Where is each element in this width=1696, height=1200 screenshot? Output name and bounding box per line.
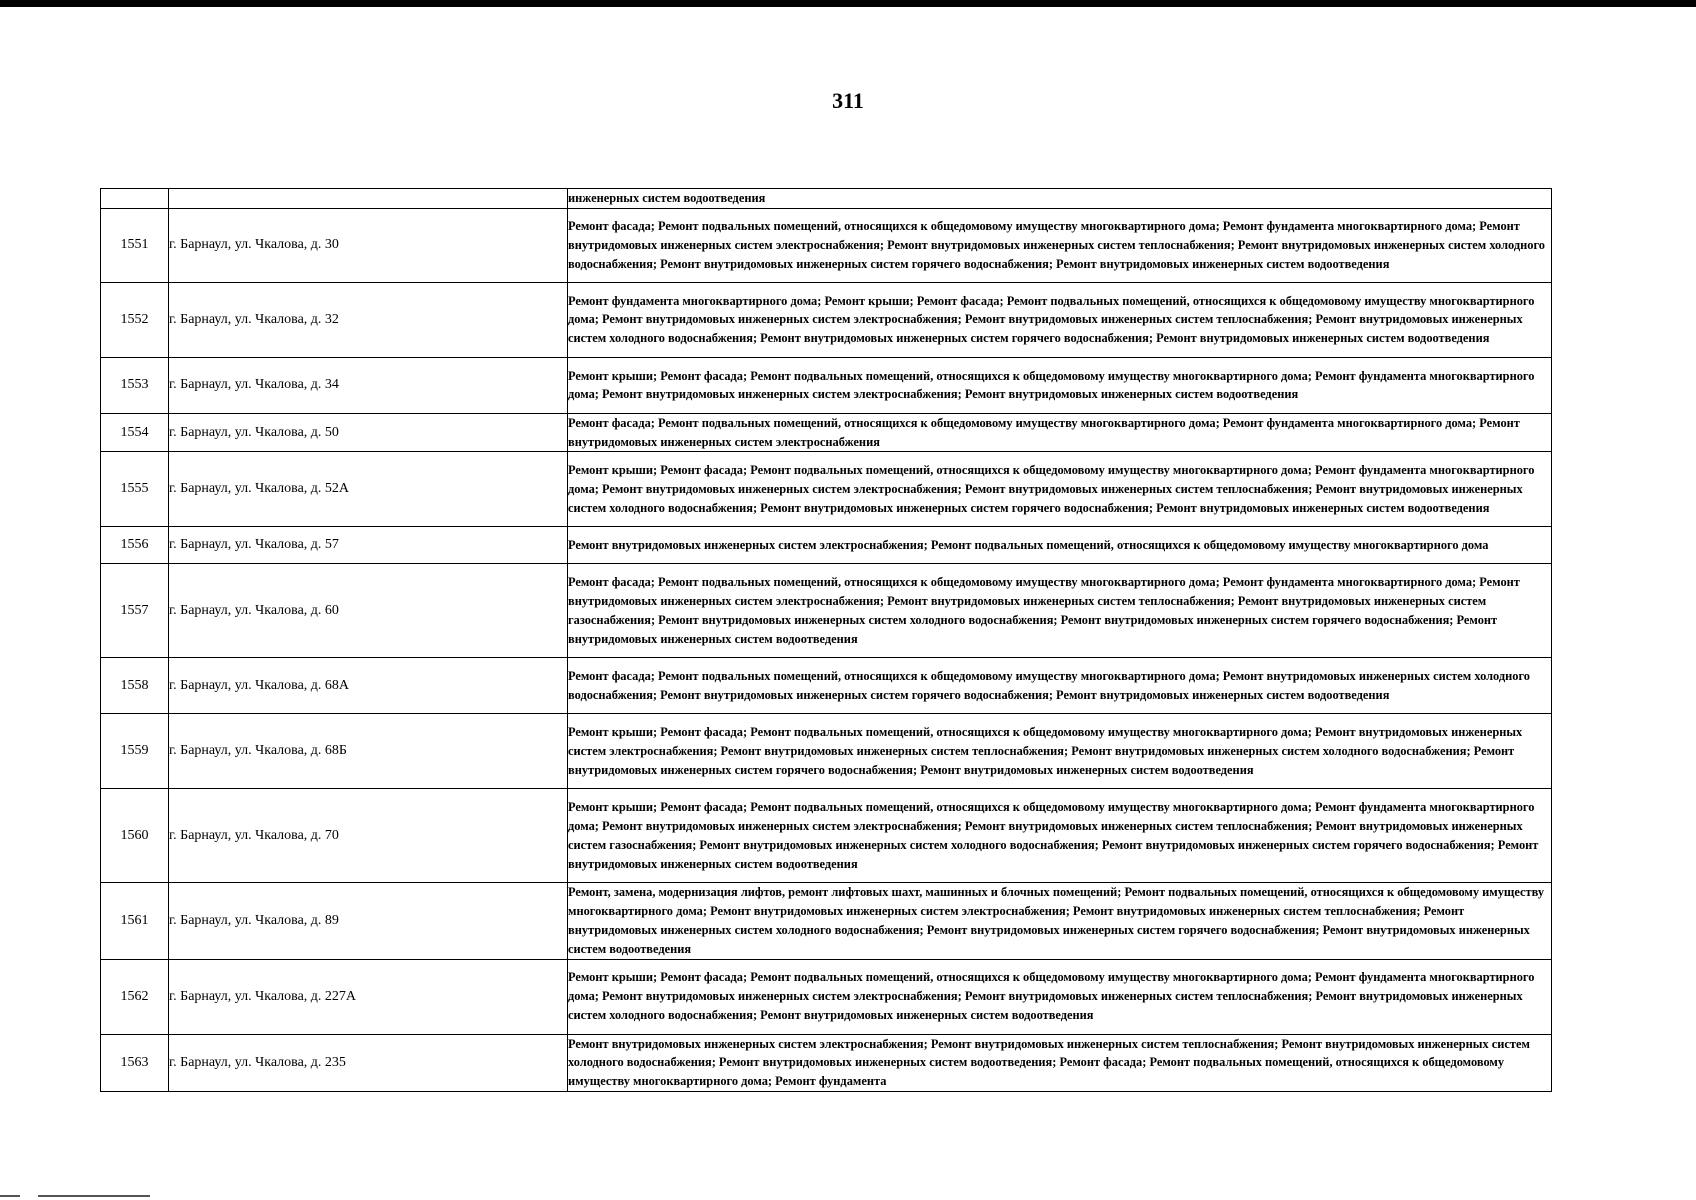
row-number-cell: 1558 xyxy=(101,658,169,714)
works-cell: Ремонт крыши; Ремонт фасада; Ремонт подвальных помещений, относящихся к общедомовому имуществу многоквартирного дома; Ремонт фундамента многоквартирного дома; Ремонт внутридомовых инженерных систем электроснабжения; Ремонт внутридомовых инженерных систем теплоснабжения; Ремонт внутридомовых инженерных систем газоснабжения; Ремонт внутридомовых инженерных систем холодного водоснабжения; Ремонт внутридомовых инженерных систем горячего водоснабжения; Ремонт внутридомовых инженерных систем водоотведения xyxy=(568,789,1552,883)
table-row xyxy=(101,714,1552,789)
address-cell: г. Барнаул, ул. Чкалова, д. 68Б xyxy=(169,714,568,789)
address-cell: г. Барнаул, ул. Чкалова, д. 30 xyxy=(169,208,568,282)
address-cell: г. Барнаул, ул. Чкалова, д. 70 xyxy=(169,789,568,883)
works-cell: Ремонт фасада; Ремонт подвальных помещений, относящихся к общедомовому имуществу многоквартирного дома; Ремонт фундамента многоквартирного дома; Ремонт внутридомовых инженерных систем электроснабжения; Ремонт внутридомовых инженерных систем теплоснабжения; Ремонт внутридомовых инженерных систем холодного водоснабжения; Ремонт внутридомовых инженерных систем горячего водоснабжения; Ремонт внутридомовых инженерных систем водоотведения xyxy=(568,208,1552,282)
row-number-cell: 1560 xyxy=(101,789,169,883)
scan-top-border xyxy=(0,0,1696,7)
row-number-cell: 1554 xyxy=(101,413,169,452)
table-row xyxy=(101,564,1552,658)
table-row xyxy=(101,413,1552,452)
address-cell: г. Барнаул, ул. Чкалова, д. 235 xyxy=(169,1034,568,1091)
row-number-cell: 1556 xyxy=(101,527,169,564)
table-row xyxy=(101,1034,1552,1091)
works-cell: Ремонт крыши; Ремонт фасада; Ремонт подвальных помещений, относящихся к общедомовому имуществу многоквартирного дома; Ремонт фундамента многоквартирного дома; Ремонт внутридомовых инженерных систем электроснабжения; Ремонт внутридомовых инженерных систем водоотведения xyxy=(568,357,1552,413)
table-row xyxy=(101,789,1552,883)
repair-registry-table xyxy=(100,188,1552,1092)
row-number-cell: 1557 xyxy=(101,564,169,658)
address-cell: г. Барнаул, ул. Чкалова, д. 57 xyxy=(169,527,568,564)
works-cell: Ремонт внутридомовых инженерных систем электроснабжения; Ремонт подвальных помещений, относящихся к общедомовому имуществу многоквартирного дома xyxy=(568,527,1552,564)
continuation-row xyxy=(101,189,1552,209)
table-row xyxy=(101,357,1552,413)
works-cell: Ремонт, замена, модернизация лифтов, ремонт лифтовых шахт, машинных и блочных помещений; Ремонт подвальных помещений, относящихся к общедомовому имуществу многоквартирного дома; Ремонт внутридомовых инженерных систем электроснабжения; Ремонт внутридомовых инженерных систем теплоснабжения; Ремонт внутридомовых инженерных систем холодного водоснабжения; Ремонт внутридомовых инженерных систем горячего водоснабжения; Ремонт внутридомовых инженерных систем водоотведения xyxy=(568,883,1552,959)
works-cell: Ремонт фундамента многоквартирного дома; Ремонт крыши; Ремонт фасада; Ремонт подвальных помещений, относящихся к общедомовому имуществу многоквартирного дома; Ремонт внутридомовых инженерных систем электроснабжения; Ремонт внутридомовых инженерных систем теплоснабжения; Ремонт внутридомовых инженерных систем холодного водоснабжения; Ремонт внутридомовых инженерных систем горячего водоснабжения; Ремонт внутридомовых инженерных систем водоотведения xyxy=(568,282,1552,357)
works-cell: инженерных систем водоотведения xyxy=(568,189,1552,209)
works-cell: Ремонт фасада; Ремонт подвальных помещений, относящихся к общедомовому имуществу многоквартирного дома; Ремонт внутридомовых инженерных систем холодного водоснабжения; Ремонт внутридомовых инженерных систем горячего водоснабжения; Ремонт внутридомовых инженерных систем водоотведения xyxy=(568,658,1552,714)
row-number-cell xyxy=(101,189,169,209)
works-cell: Ремонт внутридомовых инженерных систем электроснабжения; Ремонт внутридомовых инженерных систем теплоснабжения; Ремонт внутридомовых инженерных систем холодного водоснабжения; Ремонт внутридомовых инженерных систем водоотведения; Ремонт фасада; Ремонт подвальных помещений, относящихся к общедомовому имуществу многоквартирного дома; Ремонт фундамента xyxy=(568,1034,1552,1091)
works-cell: Ремонт фасада; Ремонт подвальных помещений, относящихся к общедомовому имуществу многоквартирного дома; Ремонт фундамента многоквартирного дома; Ремонт внутридомовых инженерных систем электроснабжения xyxy=(568,413,1552,452)
address-cell: г. Барнаул, ул. Чкалова, д. 89 xyxy=(169,883,568,959)
address-cell: г. Барнаул, ул. Чкалова, д. 50 xyxy=(169,413,568,452)
table-row xyxy=(101,282,1552,357)
works-cell: Ремонт крыши; Ремонт фасада; Ремонт подвальных помещений, относящихся к общедомовому имуществу многоквартирного дома; Ремонт фундамента многоквартирного дома; Ремонт внутридомовых инженерных систем электроснабжения; Ремонт внутридомовых инженерных систем теплоснабжения; Ремонт внутридомовых инженерных систем холодного водоснабжения; Ремонт внутридомовых инженерных систем водоотведения xyxy=(568,959,1552,1034)
row-number-cell: 1551 xyxy=(101,208,169,282)
table-row xyxy=(101,527,1552,564)
works-cell: Ремонт крыши; Ремонт фасада; Ремонт подвальных помещений, относящихся к общедомовому имуществу многоквартирного дома; Ремонт фундамента многоквартирного дома; Ремонт внутридомовых инженерных систем электроснабжения; Ремонт внутридомовых инженерных систем теплоснабжения; Ремонт внутридомовых инженерных систем холодного водоснабжения; Ремонт внутридомовых инженерных систем горячего водоснабжения; Ремонт внутридомовых инженерных систем водоотведения xyxy=(568,452,1552,527)
table-row xyxy=(101,452,1552,527)
address-cell: г. Барнаул, ул. Чкалова, д. 227А xyxy=(169,959,568,1034)
address-cell xyxy=(169,189,568,209)
row-number-cell: 1562 xyxy=(101,959,169,1034)
row-number-cell: 1553 xyxy=(101,357,169,413)
row-number-cell: 1561 xyxy=(101,883,169,959)
table-row xyxy=(101,959,1552,1034)
address-cell: г. Барнаул, ул. Чкалова, д. 34 xyxy=(169,357,568,413)
row-number-cell: 1559 xyxy=(101,714,169,789)
scan-mark-right xyxy=(38,1195,150,1197)
works-cell: Ремонт крыши; Ремонт фасада; Ремонт подвальных помещений, относящихся к общедомовому имуществу многоквартирного дома; Ремонт внутридомовых инженерных систем электроснабжения; Ремонт внутридомовых инженерных систем теплоснабжения; Ремонт внутридомовых инженерных систем холодного водоснабжения; Ремонт внутридомовых инженерных систем горячего водоснабжения; Ремонт внутридомовых инженерных систем водоотведения xyxy=(568,714,1552,789)
table-row xyxy=(101,883,1552,959)
scan-mark-left xyxy=(0,1195,20,1197)
address-cell: г. Барнаул, ул. Чкалова, д. 68А xyxy=(169,658,568,714)
page-number: 311 xyxy=(832,88,864,113)
address-cell: г. Барнаул, ул. Чкалова, д. 52А xyxy=(169,452,568,527)
table-row xyxy=(101,658,1552,714)
row-number-cell: 1552 xyxy=(101,282,169,357)
address-cell: г. Барнаул, ул. Чкалова, д. 60 xyxy=(169,564,568,658)
row-number-cell: 1563 xyxy=(101,1034,169,1091)
table-row xyxy=(101,208,1552,282)
works-cell: Ремонт фасада; Ремонт подвальных помещений, относящихся к общедомовому имуществу многоквартирного дома; Ремонт фундамента многоквартирного дома; Ремонт внутридомовых инженерных систем электроснабжения; Ремонт внутридомовых инженерных систем теплоснабжения; Ремонт внутридомовых инженерных систем газоснабжения; Ремонт внутридомовых инженерных систем холодного водоснабжения; Ремонт внутридомовых инженерных систем горячего водоснабжения; Ремонт внутридомовых инженерных систем водоотведения xyxy=(568,564,1552,658)
address-cell: г. Барнаул, ул. Чкалова, д. 32 xyxy=(169,282,568,357)
row-number-cell: 1555 xyxy=(101,452,169,527)
